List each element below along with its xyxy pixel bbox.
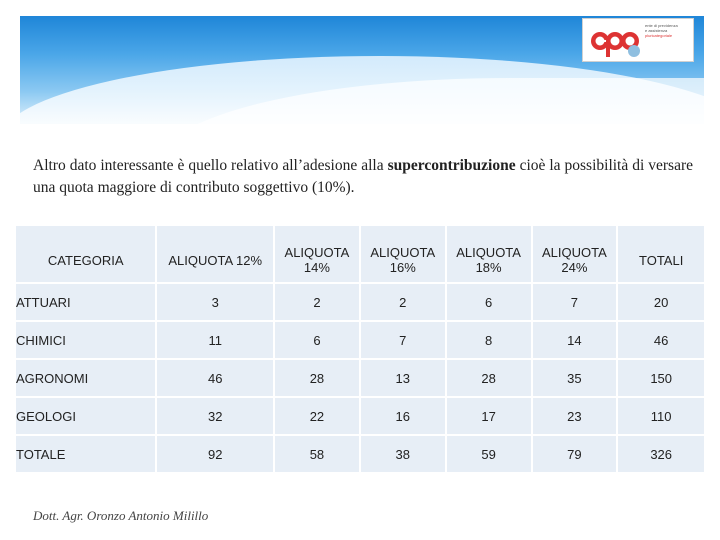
intro-text: Altro dato interessante è quello relativo all’adesione alla: [33, 157, 388, 174]
table-cell: 28: [447, 360, 531, 396]
table-row: [16, 398, 704, 434]
table-cell: 8: [447, 322, 531, 358]
column-header: TOTALI: [618, 226, 704, 282]
table-cell: 150: [618, 360, 704, 396]
table-cell: 46: [618, 322, 704, 358]
table-cell: 35: [533, 360, 617, 396]
table-cell: 46: [157, 360, 273, 396]
row-label: AGRONOMI: [16, 360, 155, 396]
row-label: TOTALE: [16, 436, 155, 472]
intro-paragraph: [33, 155, 693, 199]
table-cell: 38: [361, 436, 445, 472]
table-cell: 7: [361, 322, 445, 358]
table-cell: 2: [275, 284, 359, 320]
table-header-row: [16, 226, 704, 282]
data-table-wrapper: [14, 224, 706, 474]
column-header: ALIQUOTA 14%: [275, 226, 359, 282]
row-label: GEOLOGI: [16, 398, 155, 434]
data-table: [14, 224, 706, 474]
table-cell: 92: [157, 436, 273, 472]
table-cell: 17: [447, 398, 531, 434]
table-cell: 16: [361, 398, 445, 434]
table-cell: 22: [275, 398, 359, 434]
table-cell: 28: [275, 360, 359, 396]
epap-logo-text: [645, 23, 691, 38]
column-header: ALIQUOTA 12%: [157, 226, 273, 282]
column-header: ALIQUOTA 24%: [533, 226, 617, 282]
table-cell: 32: [157, 398, 273, 434]
logo-line: ente di previdenza: [645, 23, 678, 28]
table-cell: 110: [618, 398, 704, 434]
table-cell: 23: [533, 398, 617, 434]
column-header: ALIQUOTA 16%: [361, 226, 445, 282]
table-cell: 2: [361, 284, 445, 320]
table-cell: 14: [533, 322, 617, 358]
table-cell: 58: [275, 436, 359, 472]
row-label: CHIMICI: [16, 322, 155, 358]
column-header: CATEGORIA: [16, 226, 155, 282]
table-row: [16, 322, 704, 358]
logo-line: pluricategoriale: [645, 33, 673, 38]
epap-logo-mark: [589, 23, 641, 59]
table-row: [16, 360, 704, 396]
intro-text-end: cioè la possibilità di versare una quota maggiore di contributo soggettivo (10%).: [33, 157, 693, 196]
table-row: [16, 284, 704, 320]
table-cell: 3: [157, 284, 273, 320]
epap-logo: [582, 18, 694, 62]
logo-line: e assistenza: [645, 28, 668, 33]
table-cell: 13: [361, 360, 445, 396]
table-cell: 11: [157, 322, 273, 358]
table-cell: 59: [447, 436, 531, 472]
intro-bold: supercontribuzione: [387, 157, 516, 174]
table-cell: 20: [618, 284, 704, 320]
table-cell: 326: [618, 436, 704, 472]
author-footer: Dott. Agr. Oronzo Antonio Milillo: [33, 508, 209, 523]
table-cell: 6: [447, 284, 531, 320]
column-header: ALIQUOTA 18%: [447, 226, 531, 282]
row-label: ATTUARI: [16, 284, 155, 320]
table-row: [16, 436, 704, 472]
table-cell: 79: [533, 436, 617, 472]
table-cell: 6: [275, 322, 359, 358]
table-cell: 7: [533, 284, 617, 320]
